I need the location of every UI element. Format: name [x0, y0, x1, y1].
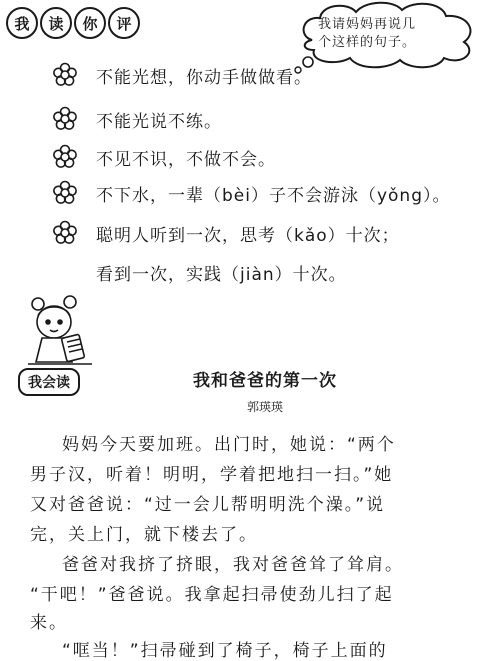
- header-badge-4: 评: [108, 7, 140, 39]
- saying-text: 不能光想，你动手做做看。: [96, 67, 312, 88]
- story-line: 妈妈今天要加班。出门时，她说：“两个: [62, 435, 396, 455]
- saying-item: [52, 62, 312, 88]
- bubble-line-1: 我请妈妈再说几: [318, 17, 417, 32]
- saying-continuation: 看到一次，实践（jiàn）十次。: [96, 265, 347, 285]
- saying-item: [52, 144, 276, 170]
- flower-icon: [52, 106, 78, 132]
- saying-text: 不能光说不练。: [96, 111, 222, 132]
- story-line: “哐当！”扫帚碰到了椅子，椅子上面的: [62, 641, 388, 661]
- story-line: “干吧！”爸爸说。我拿起扫帚使劲儿扫了起: [30, 585, 394, 605]
- saying-text: 不见不识，不做不会。: [96, 149, 276, 170]
- flower-icon: [52, 180, 78, 206]
- story-author: 郭瑛瑛: [246, 400, 283, 414]
- section-header-badges: [6, 7, 140, 39]
- saying-text: 不下水，一辈（bèi）子不会游泳（yǒng）。: [96, 185, 451, 206]
- saying-item: [52, 180, 451, 206]
- flower-icon: [52, 62, 78, 88]
- bubble-line-2: 个这样的句子。: [318, 35, 417, 50]
- story-line: 男子汉，听着！明明，学着把地扫一扫。”她: [30, 465, 394, 485]
- section-label: 我会读: [18, 368, 80, 396]
- header-badge-1: 我: [6, 7, 38, 39]
- story-title: 我和爸爸的第一次: [193, 371, 337, 391]
- header-badge-2: 读: [40, 7, 72, 39]
- flower-icon: [52, 144, 78, 170]
- story-line: 来。: [30, 613, 68, 633]
- flower-icon: [52, 220, 78, 246]
- header-badge-3: 你: [74, 7, 106, 39]
- story-line: 又对爸爸说：“过一会儿帮明明洗个澡。”说: [30, 495, 386, 515]
- story-line: 完，关上门，就下楼去了。: [30, 525, 258, 545]
- saying-item: [52, 220, 400, 246]
- thought-bubble: [292, 0, 482, 74]
- story-line: 爸爸对我挤了挤眼，我对爸爸耸了耸肩。: [62, 555, 404, 575]
- bubble-text: [318, 16, 470, 52]
- saying-text: 聪明人听到一次，思考（kǎo）十次；: [96, 225, 400, 246]
- saying-item: [52, 106, 222, 132]
- girl-reading-illustration: [20, 292, 100, 368]
